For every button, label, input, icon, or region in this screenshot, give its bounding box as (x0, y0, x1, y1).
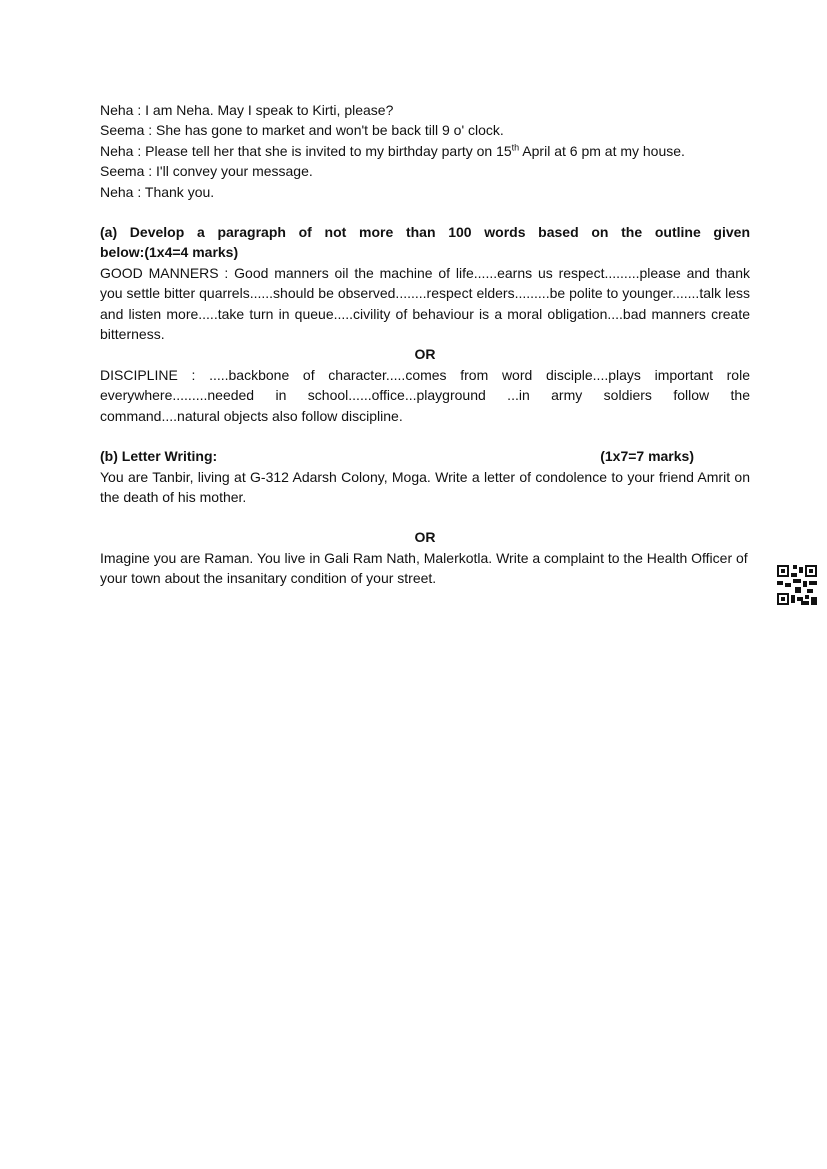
dialogue-line: Seema : I'll convey your message. (100, 163, 313, 180)
speaker: Neha (100, 142, 134, 159)
dialogue-text: She has gone to market and won't be back till 9 o' clock. (156, 122, 504, 139)
qr-code-icon (777, 565, 817, 605)
speaker: Neha (100, 102, 134, 118)
letter-option-1: You are Tanbir, living at G-312 Adarsh Colony, Moga. Write a letter of condolence to your friend Amrit on the death of his mother. (100, 468, 750, 505)
dialogue-line: Neha : I am Neha. May I speak to Kirti, please? (100, 102, 394, 118)
section-b-heading-row (100, 446, 694, 466)
dialogue-text: Thank you. (144, 183, 215, 200)
section-a-heading-marks: below:(1x4=4 marks) (100, 244, 239, 261)
section-b (100, 446, 750, 588)
speaker: Seema (100, 122, 145, 139)
ordinal-suffix: th (511, 142, 520, 153)
or-divider: OR (414, 529, 436, 546)
section-b-marks: (1x7=7 marks) (600, 448, 694, 465)
dialogue-line: Neha : Please tell her that she is invited to my birthday party on 15th April at 6 pm at my house. (100, 142, 685, 159)
speaker: Neha (100, 183, 134, 200)
topic-good-manners: GOOD MANNERS : Good manners oil the machine of life......earns us respect.........please and thank you settle bitter quarrels......should be observed........respect elders.........be polite to younger.......talk less and listen more.....take turn in queue.....civility of behaviour is a moral obligation....bad manners create bitterness. (100, 264, 750, 343)
dialogue (100, 100, 750, 202)
section-a (100, 222, 750, 426)
or-divider: OR (414, 346, 436, 363)
dialogue-text: Please tell her that she is invited to my birthday party on 15 (145, 142, 512, 159)
dialogue-text: I am Neha. May I speak to Kirti, please? (145, 102, 394, 118)
dialogue-line: Neha : Thank you. (100, 183, 215, 200)
dialogue-line: Seema : She has gone to market and won't be back till 9 o' clock. (100, 122, 504, 139)
topic-discipline: DISCIPLINE : .....backbone of character.....comes from word disciple....plays important role everywhere.........needed in school......office...playground ...in army soldiers follow the command....natural objects also follow discipline. (100, 366, 750, 424)
letter-option-2: Imagine you are Raman. You live in Gali Ram Nath, Malerkotla. Write a complaint to the Health Officer of your town about the insanitary condition of your street. (100, 549, 748, 587)
dialogue-text: I'll convey your message. (156, 163, 313, 180)
document-page (100, 100, 750, 589)
dialogue-text-continued: April at 6 pm at my house. (519, 142, 685, 159)
speaker: Seema (100, 163, 145, 180)
section-b-heading: (b) Letter Writing: (100, 448, 218, 465)
section-a-heading: (a) Develop a paragraph of not more than 100 words based on the outline given (100, 224, 750, 241)
